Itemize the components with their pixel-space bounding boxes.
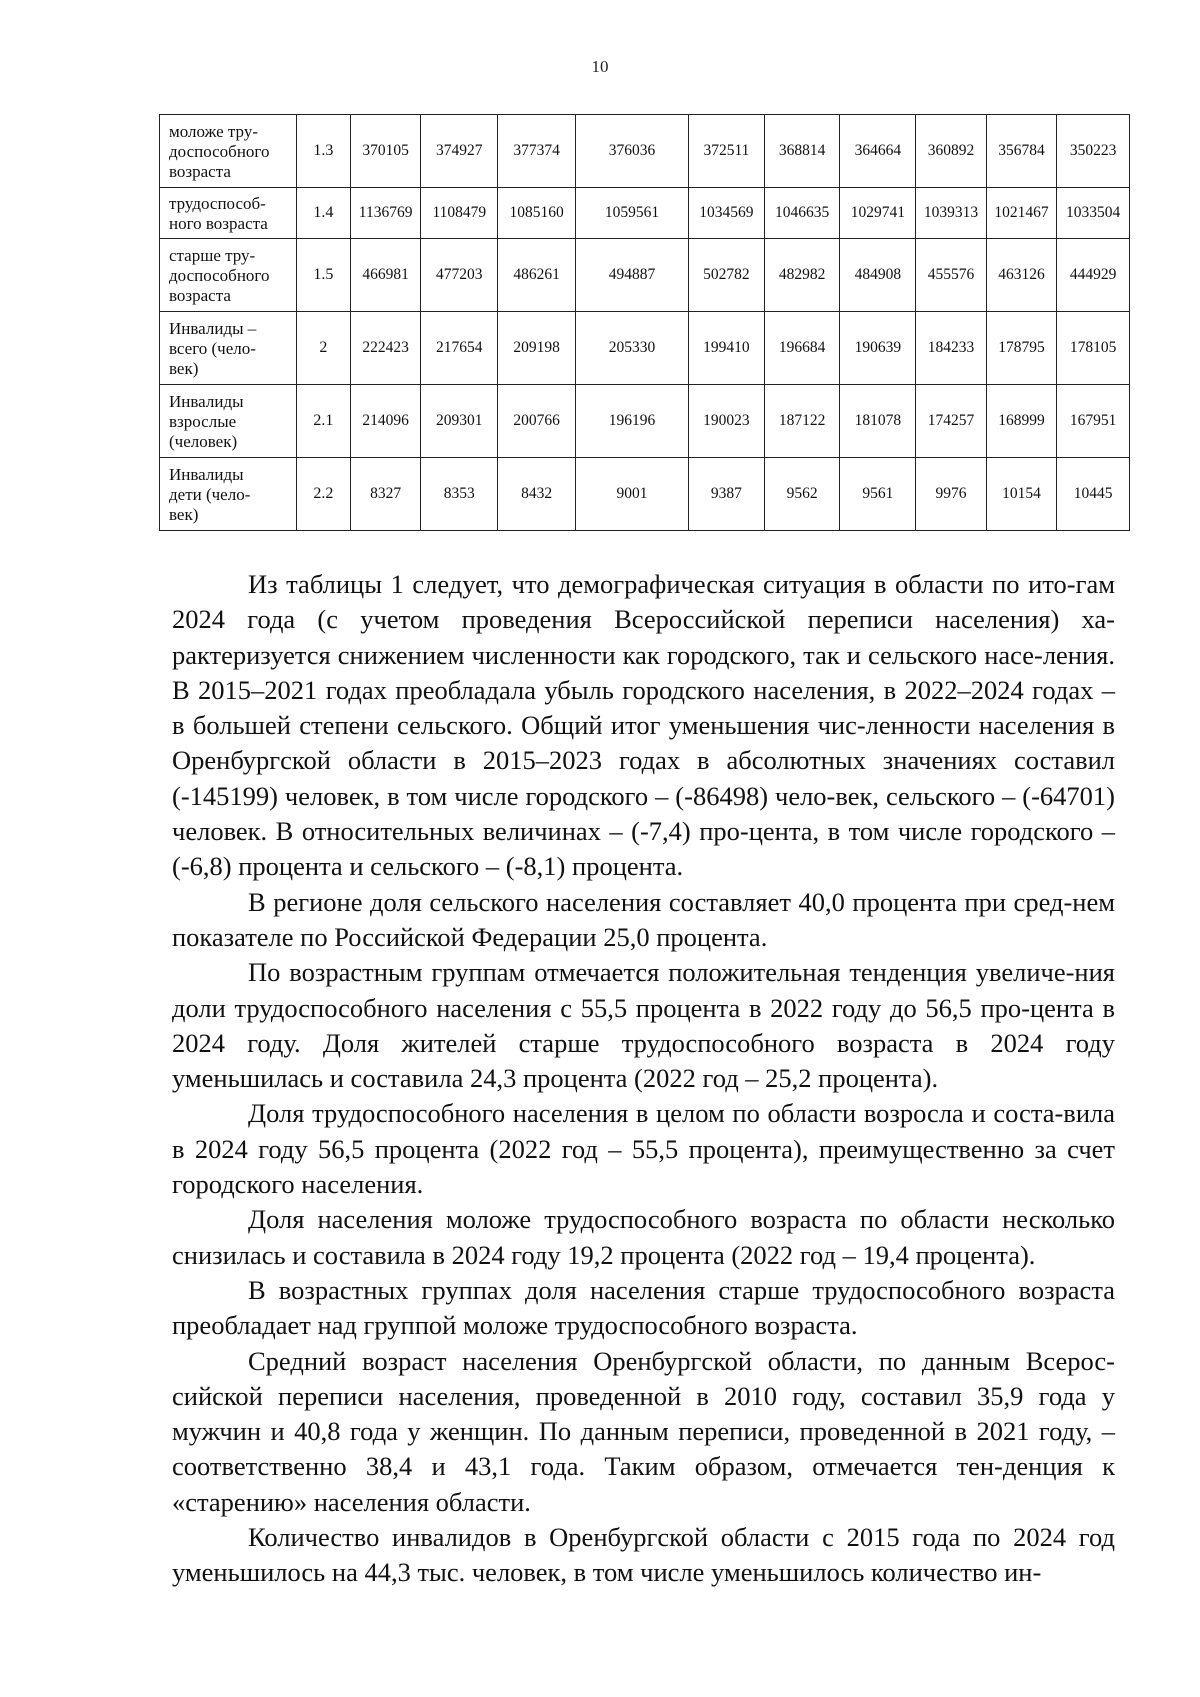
table-cell: 1085160 — [498, 188, 576, 239]
table-row — [160, 385, 1130, 458]
paragraph: Доля трудоспособного населения в целом по области возросла и соста-вила в 2024 году 56,5 процента (2022 год – 55,5 процента), преимущественно за счет городского населения. — [172, 1098, 1115, 1200]
table-body — [160, 115, 1130, 531]
table-cell: 10154 — [986, 458, 1057, 531]
table-cell: 350223 — [1057, 115, 1130, 188]
table-cell: 209301 — [421, 385, 498, 458]
row-label: моложе тру- доспособного возраста — [160, 115, 297, 188]
table-cell: 1136769 — [350, 188, 421, 239]
paragraph: Средний возраст населения Оренбургской области, по данным Всерос-сийской переписи населения, проведенной в 2010 году, составил 35,9 года у мужчин и 40,8 года у женщин. По данным переписи, проведенной в 2021 году, – соответственно 38,4 и 43,1 года. Таким образом, отмечается тен-денция к «старению» населения области. — [172, 1345, 1115, 1517]
table-cell: 174257 — [916, 385, 987, 458]
table-row — [160, 458, 1130, 531]
table-cell: 190023 — [689, 385, 765, 458]
table-cell: 9562 — [764, 458, 840, 531]
paragraph: В возрастных группах доля населения старше трудоспособного возраста преобладает над группой моложе трудоспособного возраста. — [172, 1274, 1115, 1341]
row-code: 1.4 — [296, 188, 350, 239]
table-cell: 444929 — [1057, 239, 1130, 312]
table-cell: 484908 — [840, 239, 916, 312]
row-label: трудоспособ- ного возраста — [160, 188, 297, 239]
table-cell: 9976 — [916, 458, 987, 531]
table-cell: 1059561 — [575, 188, 688, 239]
table-cell: 502782 — [689, 239, 765, 312]
row-label: Инвалиды – всего (чело- век) — [160, 312, 297, 385]
table-cell: 455576 — [916, 239, 987, 312]
table-row — [160, 115, 1130, 188]
paragraph: Доля населения моложе трудоспособного возраста по области несколько снизилась и составила в 2024 году 19,2 процента (2022 год – 19,4 процента). — [172, 1204, 1115, 1270]
statistics-table — [159, 114, 1130, 531]
table-cell: 1039313 — [916, 188, 987, 239]
table-cell: 1033504 — [1057, 188, 1130, 239]
row-code: 2 — [296, 312, 350, 385]
table-cell: 1029741 — [840, 188, 916, 239]
table-cell: 222423 — [350, 312, 421, 385]
table-cell: 1034569 — [689, 188, 765, 239]
row-label: Инвалиды взрослые (человек) — [160, 385, 297, 458]
table-cell: 360892 — [916, 115, 987, 188]
table-cell: 9387 — [689, 458, 765, 531]
table-cell: 199410 — [689, 312, 765, 385]
table-cell: 374927 — [421, 115, 498, 188]
table-cell: 209198 — [498, 312, 576, 385]
table-cell: 190639 — [840, 312, 916, 385]
paragraph: Из таблицы 1 следует, что демографическая ситуация в области по ито-гам 2024 года (с учетом проведения Всероссийской переписи населения) ха-рактеризуется снижением численности как городского, так и сельского насе-ления. В 2015–2021 годах преобладала убыль городского населения, в 2022–2024 годах – в большей степени сельского. Общий итог уменьшения чис-ленности населения в Оренбургской области в 2015–2023 годах в абсолютных значениях составил (-145199) человек, в том числе городского – (-86498) чело-век, сельского – (-64701) человек. В относительных величинах – (-7,4) про-цента, в том числе городского – (-6,8) процента и сельского – (-8,1) процента. — [172, 569, 1115, 882]
table-cell: 178795 — [986, 312, 1057, 385]
table-row — [160, 188, 1130, 239]
row-code: 1.5 — [296, 239, 350, 312]
table-cell: 466981 — [350, 239, 421, 312]
table-cell: 8327 — [350, 458, 421, 531]
table-cell: 8432 — [498, 458, 576, 531]
page-number: 10 — [591, 57, 609, 76]
table-cell: 187122 — [764, 385, 840, 458]
table-cell: 482982 — [764, 239, 840, 312]
table-cell: 167951 — [1057, 385, 1130, 458]
row-label: Инвалиды дети (чело- век) — [160, 458, 297, 531]
table-cell: 178105 — [1057, 312, 1130, 385]
table-cell: 200766 — [498, 385, 576, 458]
table-cell: 1108479 — [421, 188, 498, 239]
paragraph: По возрастным группам отмечается положительная тенденция увеличе-ния доли трудоспособного населения с 55,5 процента в 2022 году до 56,5 про-цента в 2024 году. Доля жителей старше трудоспособного возраста в 2024 году уменьшилась и составила 24,3 процента (2022 год – 25,2 процента). — [172, 957, 1115, 1094]
row-code: 2.1 — [296, 385, 350, 458]
table-cell: 364664 — [840, 115, 916, 188]
table-cell: 10445 — [1057, 458, 1130, 531]
table-cell: 372511 — [689, 115, 765, 188]
body-text — [172, 567, 1115, 1591]
table-cell: 463126 — [986, 239, 1057, 312]
row-code: 2.2 — [296, 458, 350, 531]
paragraph: В регионе доля сельского населения составляет 40,0 процента при сред-нем показателе по Российской Федерации 25,0 процента. — [172, 886, 1115, 952]
table-cell: 181078 — [840, 385, 916, 458]
table-cell: 168999 — [986, 385, 1057, 458]
table-cell: 8353 — [421, 458, 498, 531]
table-cell: 377374 — [498, 115, 576, 188]
table-cell: 370105 — [350, 115, 421, 188]
table-cell: 1021467 — [986, 188, 1057, 239]
table-cell: 205330 — [575, 312, 688, 385]
table-cell: 494887 — [575, 239, 688, 312]
table-cell: 196684 — [764, 312, 840, 385]
table-cell: 376036 — [575, 115, 688, 188]
table-cell: 9561 — [840, 458, 916, 531]
table-cell: 486261 — [498, 239, 576, 312]
table-row — [160, 312, 1130, 385]
table-cell: 368814 — [764, 115, 840, 188]
table-cell: 196196 — [575, 385, 688, 458]
table-cell: 184233 — [916, 312, 987, 385]
table-cell: 214096 — [350, 385, 421, 458]
row-code: 1.3 — [296, 115, 350, 188]
paragraph: Количество инвалидов в Оренбургской области с 2015 года по 2024 год уменьшилось на 44,3 тыс. человек, в том числе уменьшилось количество ин- — [172, 1522, 1115, 1588]
table-cell: 9001 — [575, 458, 688, 531]
table-cell: 217654 — [421, 312, 498, 385]
table-cell: 1046635 — [764, 188, 840, 239]
table-cell: 356784 — [986, 115, 1057, 188]
table-row — [160, 239, 1130, 312]
table-cell: 477203 — [421, 239, 498, 312]
row-label: старше тру- доспособного возраста — [160, 239, 297, 312]
